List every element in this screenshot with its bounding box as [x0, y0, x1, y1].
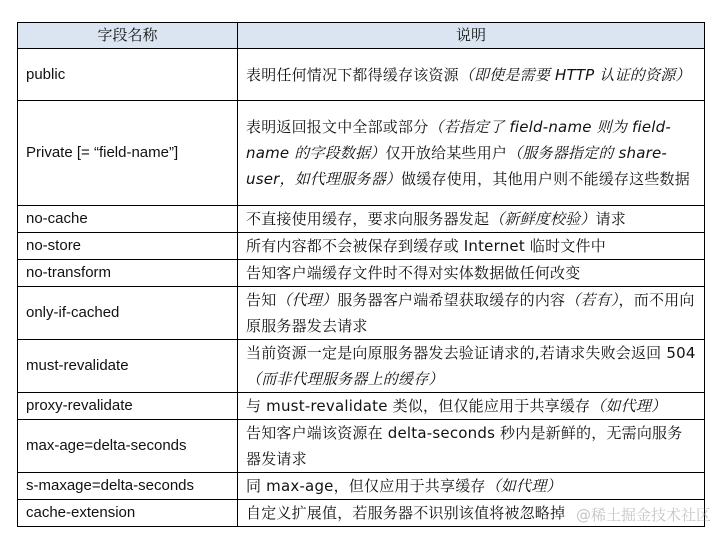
description-note: （代理）	[276, 291, 338, 309]
description-cell	[238, 49, 705, 101]
table-row	[18, 500, 705, 527]
description-cell	[238, 287, 705, 340]
watermark: @稀土掘金技术社区	[576, 506, 711, 524]
table-row	[18, 340, 705, 393]
description-text: 与 must-revalidate 类似，但仅能应用于共享缓存	[246, 397, 591, 415]
table-row	[18, 260, 705, 287]
description-text: 告知客户端该资源在 delta-seconds 秒内是新鲜的，无需向服务器发请求	[246, 424, 683, 468]
description-text: 仅开放给某些用户	[385, 144, 508, 162]
field-name-cell: no-store	[18, 233, 238, 260]
field-name-cell: must-revalidate	[18, 340, 238, 393]
description-cell	[238, 340, 705, 393]
table-body	[18, 49, 705, 527]
description-text: 请求	[595, 210, 627, 228]
description-cell	[238, 500, 705, 527]
field-name-cell: max-age=delta-seconds	[18, 420, 238, 473]
description-text: 告知	[246, 291, 277, 309]
description-text: 当前资源一定是向原服务器发去验证请求的,若请求失败会返回 504	[246, 344, 696, 362]
table-row	[18, 287, 705, 340]
description-note: （如代理）	[485, 477, 562, 495]
header-field-name: 字段名称	[18, 23, 238, 49]
field-name-cell: no-cache	[18, 206, 238, 233]
header-description: 说明	[238, 23, 705, 49]
description-note: （如代理）	[590, 397, 667, 415]
field-name-cell: cache-extension	[18, 500, 238, 527]
table-row	[18, 49, 705, 101]
table-row	[18, 233, 705, 260]
description-cell	[238, 260, 705, 287]
description-text: 表明任何情况下都得缓存该资源	[246, 65, 459, 84]
description-text: 服务器客户端希望获取缓存的内容	[337, 291, 566, 309]
field-name-cell: proxy-revalidate	[18, 393, 238, 420]
description-note: （新鲜度校验）	[489, 210, 596, 228]
description-text: 同 max-age，但仅应用于共享缓存	[246, 477, 486, 495]
description-text: 不直接使用缓存，要求向服务器发起	[246, 210, 490, 228]
description-cell	[238, 233, 705, 260]
description-cell	[238, 101, 705, 206]
description-cell	[238, 206, 705, 233]
description-note: （而非代理服务器上的缓存）	[246, 370, 444, 388]
description-cell	[238, 473, 705, 500]
field-name-cell: s-maxage=delta-seconds	[18, 473, 238, 500]
field-name-cell: public	[18, 49, 238, 101]
cache-control-table	[17, 22, 705, 527]
description-text: 表明返回报文中全部或部分	[246, 118, 429, 136]
table-row	[18, 393, 705, 420]
field-name-cell: only-if-cached	[18, 287, 238, 340]
table-header-row	[18, 23, 705, 49]
description-text: ，而不用向原服务器发去请求	[246, 291, 695, 335]
description-cell	[238, 393, 705, 420]
description-note: （即使是需要 HTTP 认证的资源）	[458, 65, 691, 84]
description-note: （若指定了 field-name 则为 field-name 的字段数据）	[246, 118, 672, 162]
table-row	[18, 420, 705, 473]
table-row	[18, 206, 705, 233]
description-cell	[238, 420, 705, 473]
table-row	[18, 473, 705, 500]
description-text: 自定义扩展值，若服务器不识别该值将被忽略掉	[246, 504, 566, 522]
description-text: 告知客户端缓存文件时不得对实体数据做任何改变	[246, 264, 581, 282]
description-text: 所有内容都不会被保存到缓存或 Internet 临时文件中	[246, 237, 606, 255]
field-name-cell: no-transform	[18, 260, 238, 287]
description-note: （若有）	[565, 291, 619, 309]
description-note: （服务器指定的 share-user，如代理服务器）	[246, 144, 668, 188]
field-name-cell: Private [= “field-name”]	[18, 101, 238, 206]
description-text: 做缓存使用，其他用户则不能缓存这些数据	[401, 170, 690, 188]
table-row	[18, 101, 705, 206]
